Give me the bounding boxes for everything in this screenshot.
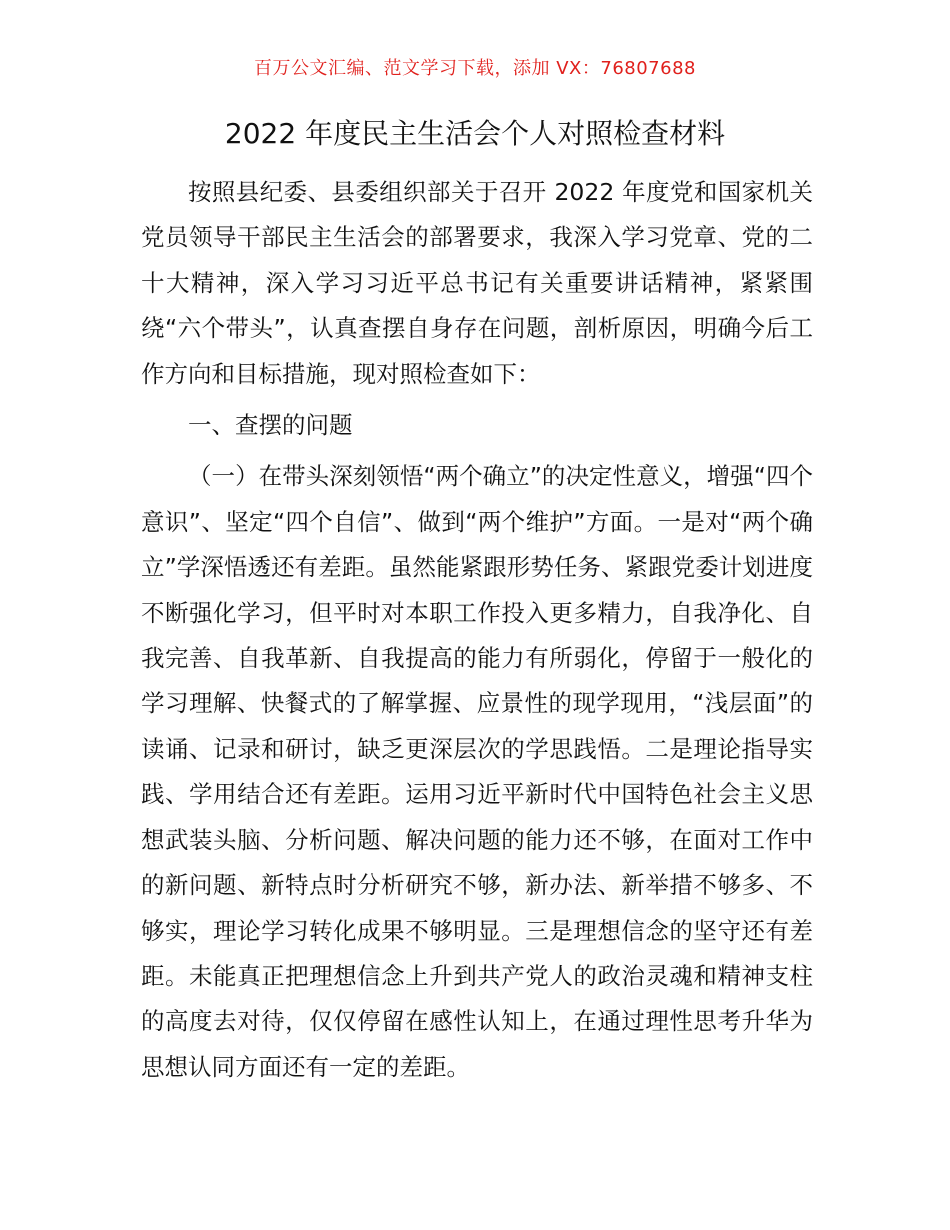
document-title: 2022 年度民主生活会个人对照检查材料 [224, 117, 726, 150]
watermark-banner: 百万公文汇编、范文学习下载，添加 VX：76807688 [254, 58, 696, 79]
intro-paragraph: 按照县纪委、县委组织部关于召开 2022 年度党和国家机关党员领导干部民主生活会的部署要求，我深入学习党章、党的二十大精神，深入学习习近平总书记有关重要讲话精神，紧紧围绕“六个带头”，认真查摆自身存在问题，剖析原因，明确今后工作方向和目标措施，现对照检查如下： [141, 178, 813, 388]
section-heading: 一、查摆的问题 [188, 411, 353, 440]
document-body [141, 170, 813, 1090]
section-paragraph: （一）在带头深刻领悟“两个确立”的决定性意义，增强“四个意识”、坚定“四个自信”、做到“两个维护”方面。一是对“两个确立”学深悟透还有差距。虽然能紧跟形势任务、紧跟党委计划进度不断强化学习，但平时对本职工作投入更多精力，自我净化、自我完善、自我革新、自我提高的能力有所弱化，停留于一般化的学习理解、快餐式的了解掌握、应景性的现学现用，“浅层面”的读诵、记录和研讨，缺乏更深层次的学思践悟。二是理论指导实践、学用结合还有差距。运用习近平新时代中国特色社会主义思想武装头脑、分析问题、解决问题的能力还不够，在面对工作中的新问题、新特点时分析研究不够，新办法、新举措不够多、不够实，理论学习转化成果不够明显。三是理想信念的坚守还有差距。未能真正把理想信念上升到共产党人的政治灵魂和精神支柱的高度去对待，仅仅停留在感性认知上，在通过理性思考升华为思想认同方面还有一定的差距。 [141, 462, 813, 1081]
